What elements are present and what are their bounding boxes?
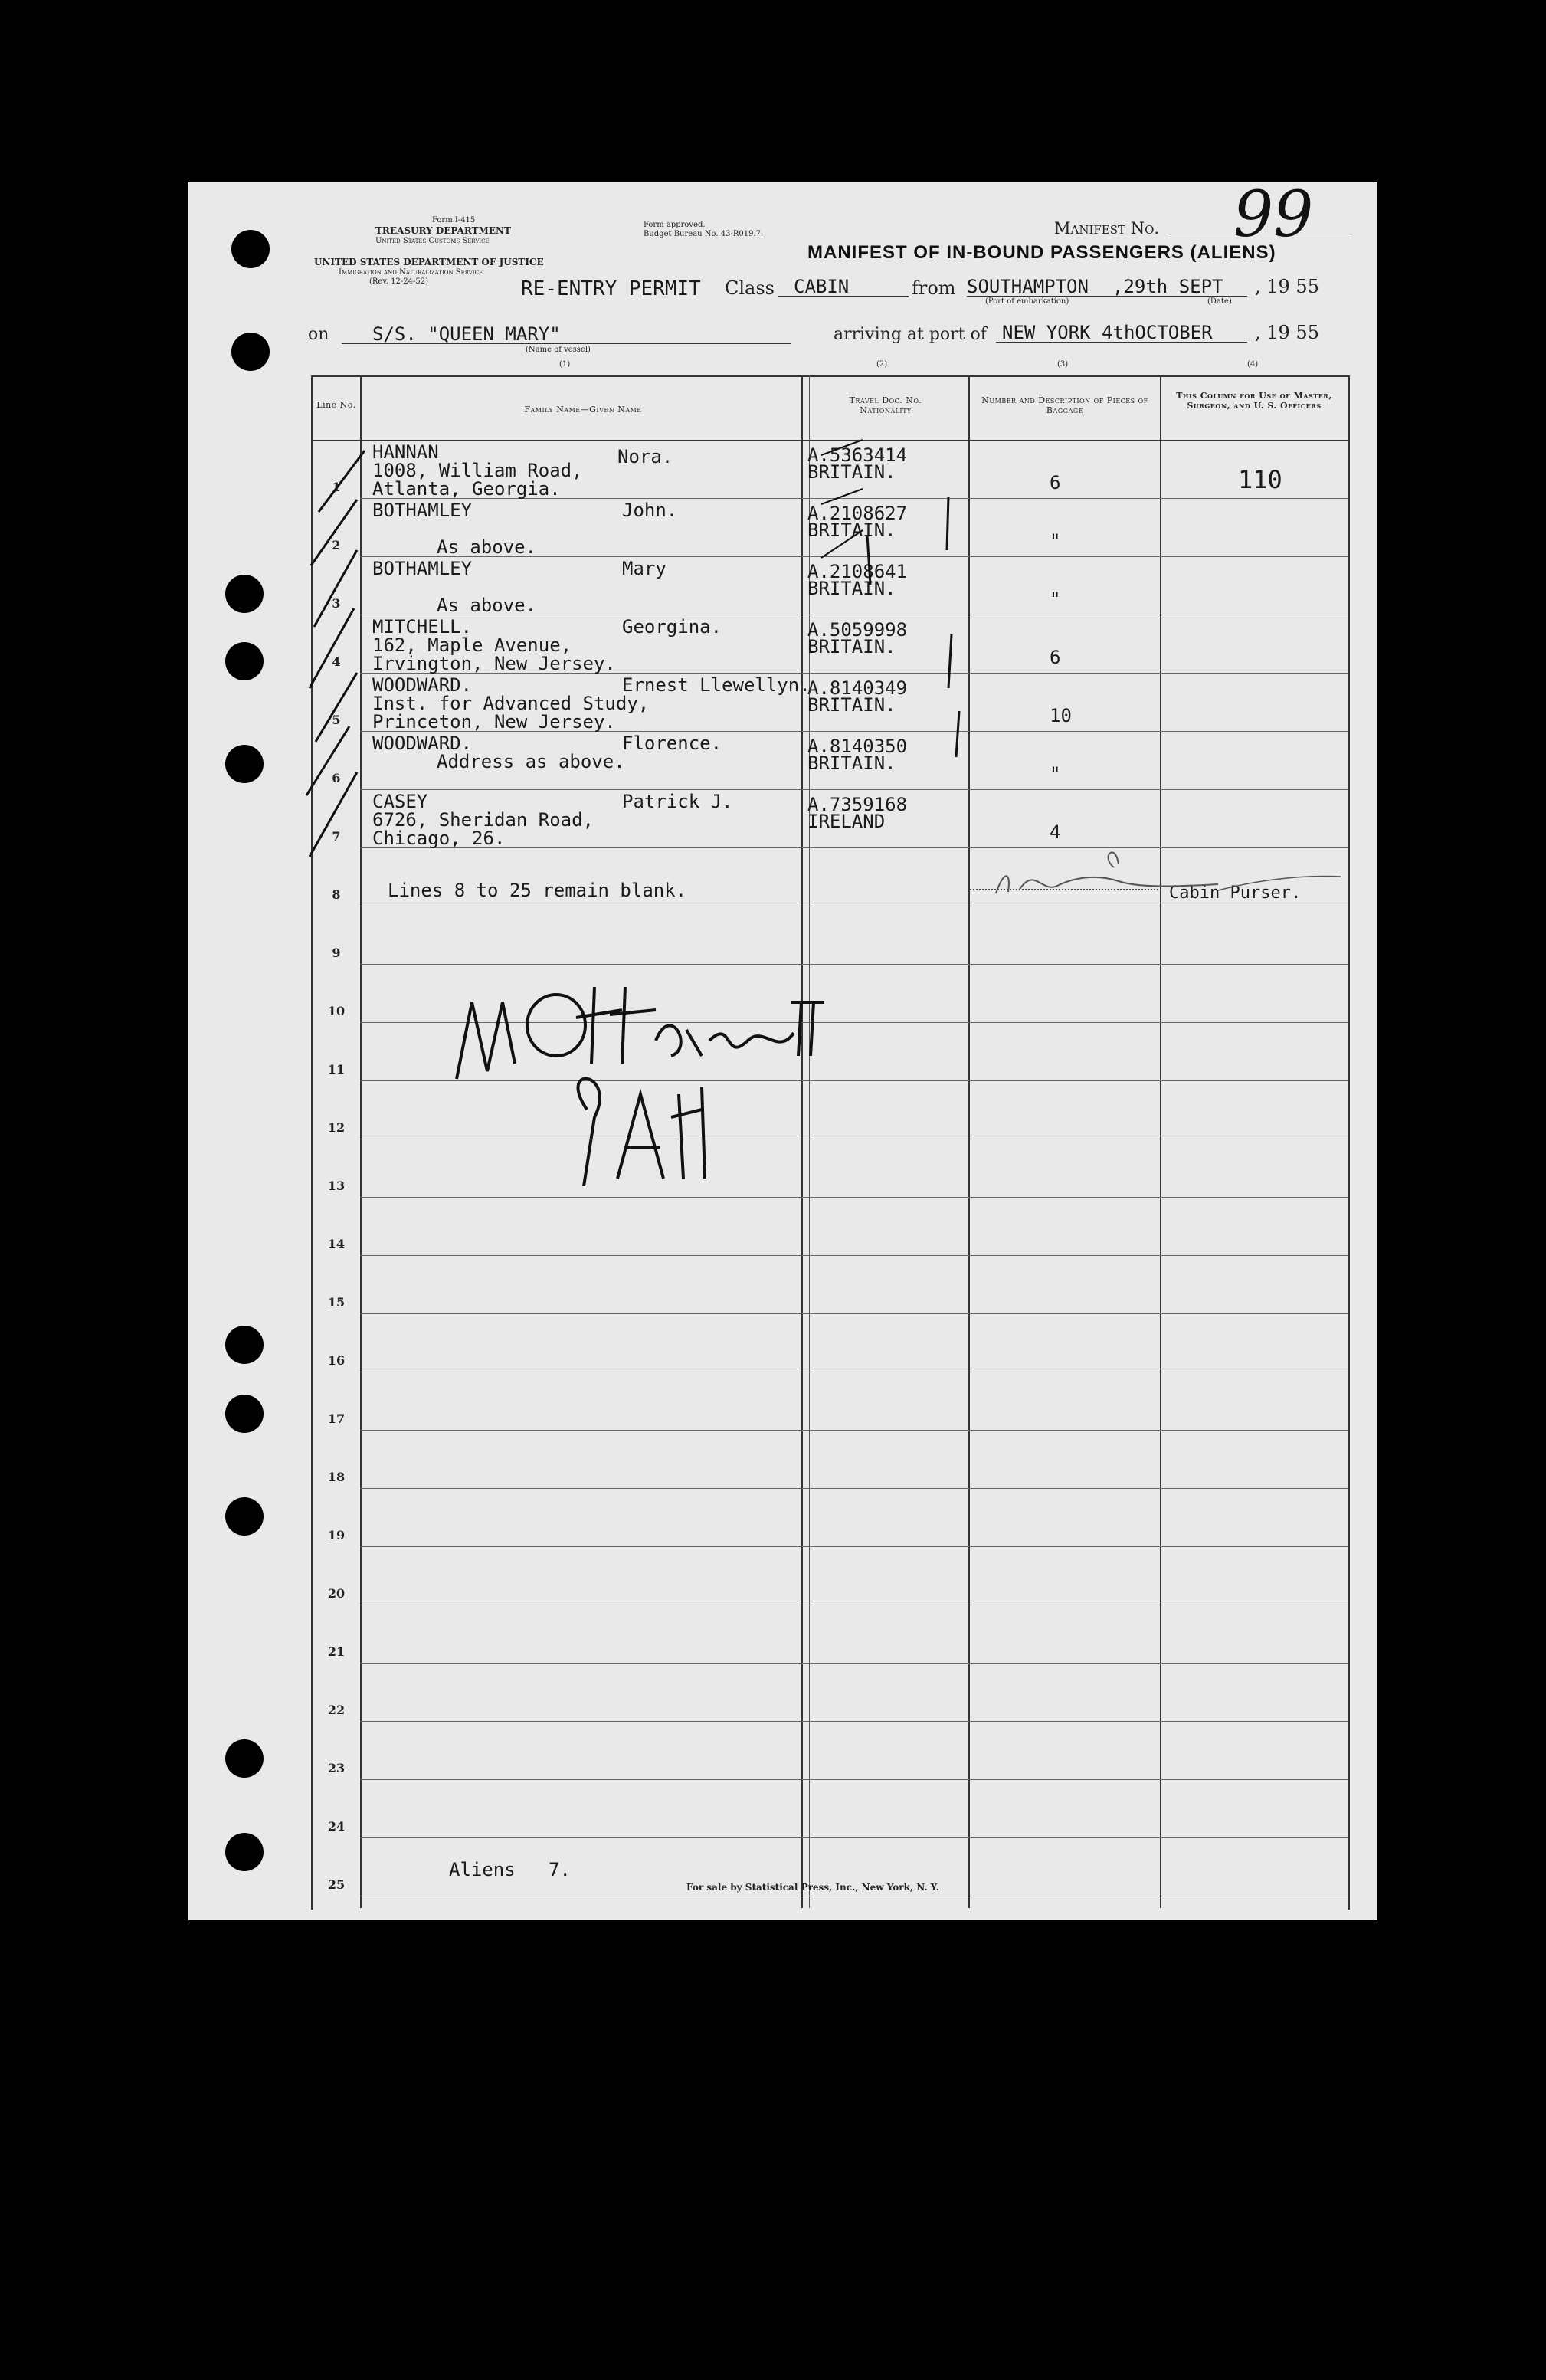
header-line-no: Line No.: [316, 400, 356, 410]
justice-dept: UNITED STATES DEPARTMENT OF JUSTICE: [314, 257, 544, 267]
check-marks: [303, 435, 1223, 1048]
address-line-2: Princeton, New Jersey.: [372, 711, 616, 733]
manifest-title: MANIFEST OF IN-BOUND PASSENGERS (ALIENS): [807, 242, 1276, 263]
line-number: 15: [327, 1295, 346, 1310]
from-label: from: [912, 277, 956, 299]
line-number: 11: [327, 1062, 346, 1077]
baggage-count: ": [1050, 530, 1061, 552]
address-line-1: 6726, Sheridan Road,: [372, 809, 594, 831]
line-number: 7: [332, 829, 341, 844]
on-label: on: [308, 325, 329, 344]
col-num-4: (4): [1247, 360, 1259, 369]
col-num-1: (1): [559, 360, 571, 369]
family-name: BOTHAMLEY: [372, 558, 473, 579]
punch-hole: [225, 745, 264, 783]
travel-doc-no: A.2108641: [807, 561, 908, 582]
family-name: HANNAN: [372, 441, 439, 463]
row-line: [360, 1430, 1348, 1431]
immigration-service: Immigration and Naturalization Service: [339, 268, 483, 277]
line-number: 17: [327, 1411, 346, 1426]
address-line-1: 162, Maple Avenue,: [372, 634, 572, 656]
address-line-1: Address as above.: [437, 751, 625, 772]
header-baggage: Number and Description of Pieces of Baggage: [981, 395, 1148, 415]
arrival-line: [996, 342, 1247, 343]
given-name: John.: [622, 500, 678, 521]
embarkation-date: ,29th SEPT: [1112, 276, 1223, 297]
row-line: [360, 1197, 1348, 1198]
customs-service: United States Customs Service: [375, 237, 490, 245]
form-number: Form I-415: [432, 216, 476, 225]
baggage-count: ": [1050, 763, 1061, 785]
travel-doc-no: A.2108627: [807, 503, 908, 524]
given-name: Patrick J.: [622, 791, 733, 812]
family-name: BOTHAMLEY: [372, 500, 473, 521]
row-line: [360, 1488, 1348, 1489]
address-line-1: Inst. for Advanced Study,: [372, 693, 650, 714]
row-line: [360, 1779, 1348, 1780]
row-line: [360, 1721, 1348, 1722]
travel-doc-no: A.5059998: [807, 619, 908, 641]
line-number: 23: [327, 1761, 346, 1775]
col-num-2: (2): [876, 360, 888, 369]
line-number: 10: [327, 1004, 346, 1018]
col-num-3: (3): [1057, 360, 1069, 369]
port-of-embarkation: SOUTHAMPTON: [967, 276, 1089, 297]
reentry-permit: RE-ENTRY PERMIT: [521, 277, 701, 300]
officer-note: 110: [1238, 465, 1282, 494]
given-name: Ernest Llewellyn.: [622, 674, 811, 696]
address-line-2: Irvington, New Jersey.: [372, 653, 616, 674]
family-name: CASEY: [372, 791, 428, 812]
baggage-count: 6: [1050, 647, 1061, 668]
address-line-2: As above.: [437, 595, 537, 616]
line-number: 3: [332, 596, 341, 611]
baggage-count: 6: [1050, 472, 1061, 493]
line-number: 8: [332, 887, 341, 902]
line-number: 14: [327, 1237, 346, 1251]
line-number: 6: [332, 771, 341, 785]
row-line: [360, 1663, 1348, 1664]
line-number: 4: [332, 654, 341, 669]
line-number: 16: [327, 1353, 346, 1368]
travel-doc-no: A.5363414: [807, 444, 908, 466]
punch-hole: [231, 230, 270, 268]
header-officers: This Column for Use of Master, Surgeon, and U. S. Officers: [1176, 391, 1332, 411]
family-name: WOODWARD.: [372, 674, 473, 696]
port-caption: (Port of embarkation): [985, 297, 1069, 306]
footer-printer: For sale by Statistical Press, Inc., New York, N. Y.: [686, 1882, 939, 1893]
nationality: BRITAIN.: [807, 578, 896, 599]
line-number: 22: [327, 1703, 346, 1717]
baggage-count: 4: [1050, 821, 1061, 843]
line-number: 1: [332, 480, 341, 494]
manifest-no-label: Manifest No.: [1054, 219, 1160, 238]
header-travel-doc: Travel Doc. No. Nationality: [849, 395, 922, 415]
family-name: MITCHELL.: [372, 616, 473, 638]
line-number: 19: [327, 1528, 346, 1542]
embarkation-year: , 19 55: [1255, 276, 1319, 297]
line-number: 21: [327, 1644, 346, 1659]
date-caption: (Date): [1207, 297, 1232, 306]
punch-hole: [231, 333, 270, 371]
nationality: BRITAIN.: [807, 752, 896, 774]
baggage-count: 10: [1050, 705, 1072, 726]
punch-hole: [225, 1395, 264, 1433]
line-number: 18: [327, 1470, 346, 1484]
vessel-line: [342, 343, 791, 344]
class-label: Class: [725, 277, 775, 299]
punch-hole: [225, 1326, 264, 1364]
family-name: WOODWARD.: [372, 733, 473, 754]
address-line-1: 1008, William Road,: [372, 460, 583, 481]
header-name: Family Name—Given Name: [524, 405, 642, 415]
blank-lines-note: Lines 8 to 25 remain blank.: [388, 880, 687, 901]
punch-hole: [225, 642, 264, 680]
given-name: Florence.: [622, 733, 722, 754]
baggage-count: ": [1050, 588, 1061, 610]
travel-doc-no: A.8140350: [807, 736, 908, 757]
nationality: BRITAIN.: [807, 461, 896, 483]
row-line: [360, 1837, 1348, 1838]
row-line: [360, 1313, 1348, 1314]
punch-hole: [225, 1833, 264, 1871]
given-name: Nora.: [617, 446, 673, 467]
address-line-2: Chicago, 26.: [372, 828, 506, 849]
row-line: [360, 1546, 1348, 1547]
address-line-2: As above.: [437, 536, 537, 558]
nationality: IRELAND: [807, 811, 886, 832]
given-name: Georgina.: [622, 616, 722, 638]
row-line: [360, 1255, 1348, 1256]
manifest-no-value: 99: [1233, 179, 1314, 251]
line-number: 25: [327, 1877, 346, 1892]
address-line-2: Atlanta, Georgia.: [372, 478, 561, 500]
cabin-purser: Cabin Purser.: [1169, 883, 1302, 903]
line-number: 2: [332, 538, 341, 552]
vessel-caption: (Name of vessel): [526, 346, 591, 354]
arrival-port-date: NEW YORK 4thOCTOBER: [1002, 322, 1213, 343]
port-line: [967, 296, 1112, 297]
travel-doc-no: A.7359168: [807, 794, 908, 815]
form-approved: Form approved.: [644, 221, 706, 229]
punch-hole: [225, 1497, 264, 1536]
class-value: CABIN: [794, 276, 850, 297]
line-number: 5: [332, 713, 341, 727]
punch-hole: [225, 575, 264, 613]
nationality: BRITAIN.: [807, 694, 896, 716]
arriving-label: arriving at port of: [834, 325, 987, 344]
travel-doc-no: A.8140349: [807, 677, 908, 699]
class-line: [778, 296, 909, 297]
date-line: [1112, 296, 1247, 297]
given-name: Mary: [622, 558, 667, 579]
arrival-year: , 19 55: [1255, 322, 1319, 343]
treasury-dept: TREASURY DEPARTMENT: [375, 225, 511, 236]
line-number: 12: [327, 1120, 346, 1135]
line-number: 13: [327, 1179, 346, 1193]
revision-date: (Rev. 12-24-52): [369, 277, 429, 286]
line-number: 9: [332, 946, 341, 960]
budget-bureau: Budget Bureau No. 43-R019.7.: [644, 230, 764, 238]
line-number: 24: [327, 1819, 346, 1834]
vessel-name: S/S. "QUEEN MARY": [372, 323, 561, 345]
punch-hole: [225, 1739, 264, 1778]
aliens-total: Aliens 7.: [449, 1859, 571, 1880]
line-number: 20: [327, 1586, 346, 1601]
nationality: BRITAIN.: [807, 636, 896, 657]
nationality: BRITAIN.: [807, 520, 896, 541]
manifest-page: [188, 179, 1377, 1920]
